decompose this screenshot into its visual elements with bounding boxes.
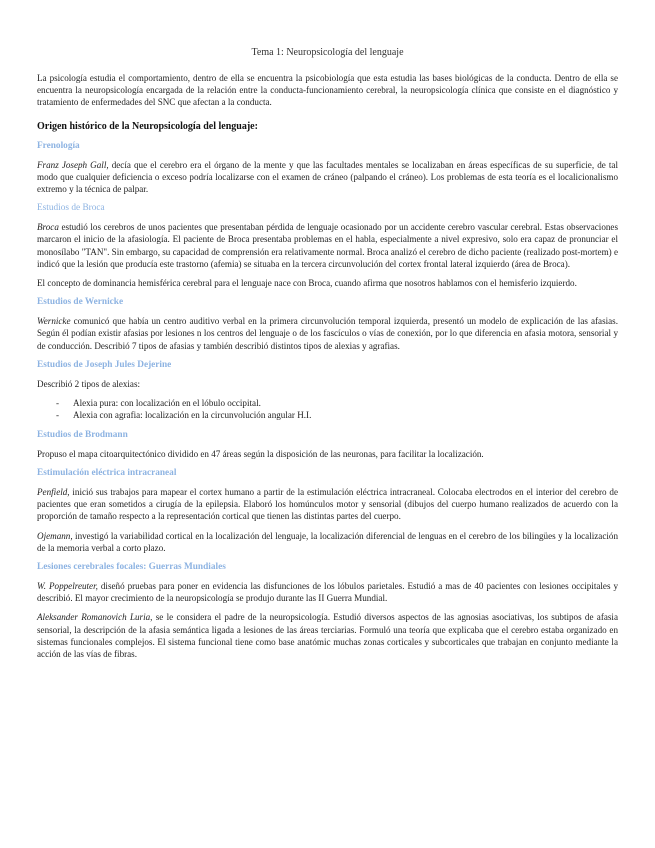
page-title: Tema 1: Neuropsicología del lenguaje: [251, 47, 404, 58]
luria-paragraph: [37, 611, 618, 660]
wernicke-paragraph: [37, 315, 618, 352]
alexia-list: [37, 397, 618, 422]
section-heading-lesiones: Lesiones cerebrales focales: Guerras Mundiales: [37, 562, 226, 573]
section-heading-estimulacion: Estimulación eléctrica intracraneal: [37, 468, 177, 479]
list-item: - Alexia pura: con localización en el lóbulo occipital.: [56, 398, 261, 409]
main-heading: Origen histórico de la Neuropsicología del lenguaje:: [37, 120, 258, 132]
author-name: Franz Joseph Gall,: [37, 159, 109, 170]
section-heading-wernicke: Estudios de Wernicke: [37, 297, 124, 308]
paragraph-text: decía que el cerebro era el órgano de la mente y que las facultades mentales se localizaban en áreas específicas de su superficie, de tal modo que cualquier deficiencia o exceso podría localizarse con el examen de cráneo (palpando el cráneo). Los problemas de esta teoría es el localicionalismo extremo y la técnica de palpar.: [37, 159, 618, 195]
author-name: W. Poppelreuter,: [37, 581, 98, 592]
broca-paragraph: [37, 221, 618, 270]
penfield-paragraph: [37, 486, 618, 523]
paragraph-text: investigó la variabilidad cortical en la localización del lenguaje, la localización diferencial de lenguas en el cerebro de los bilingües y la localización de la memoria verbal a corto plazo.: [37, 530, 618, 553]
section-heading-brodmann: Estudios de Brodmann: [37, 429, 128, 440]
author-name: Aleksander Romanovich Luria,: [37, 612, 153, 623]
paragraph-text: comunicó que había un centro auditivo verbal en la primera circunvolución temporal izquierda, presentó un modelo de explicación de las afasias. Según él podían existir afasias por lesiones n los centros del lenguaje o de los fascículos o vías de conexión, por lo que diferencia en afasia motora, sensorial y de conducción. Describió 7 tipos de afasias y también describió distintos tipos de alexias y agrafias.: [37, 316, 618, 351]
brodmann-paragraph: Propuso el mapa citoarquitectónico dividido en 47 áreas según la disposición de las neuronas, para facilitar la localización.: [37, 448, 484, 459]
ojemann-paragraph: [37, 530, 618, 554]
poppelreuter-paragraph: [37, 580, 618, 604]
list-item: - Alexia con agrafia: localización en la circunvolución angular H.I.: [56, 410, 312, 421]
paragraph-text: inició sus trabajos para mapear el cortex humano a partir de la estimulación eléctrica intracraneal. Colocaba electrodos en el interior del cerebro de pacientes que eran sometidos a cirugía de la epilepsia. Elaboró los homúnculos motor y sensorial (dibujos del cuerpo humano realizados de acuerdo con la proporción de tamaño respecto a la representación cortical que tienen las distintas partes del cuerpo.: [37, 487, 618, 522]
paragraph-text: diseñó pruebas para poner en evidencia las disfunciones de los lóbulos parietales. Estudió a mas de 40 pacientes con lesiones occipitales y describió. El mayor crecimiento de la neuropsicología se produjo durante las II Guerra Mundial.: [37, 581, 619, 604]
frenologia-paragraph: [37, 159, 618, 196]
author-name: Ojemann,: [37, 530, 73, 541]
section-heading-broca: Estudios de Broca: [37, 203, 105, 214]
broca-paragraph-2: El concepto de dominancia hemisférica cerebral para el lenguaje nace con Broca, cuando afirma que nosotros hablamos con el hemisferio izquierdo.: [37, 278, 577, 289]
author-name: Wernicke: [37, 316, 71, 327]
author-name: Penfield,: [37, 487, 70, 498]
intro-paragraph: La psicología estudia el comportamiento, dentro de ella se encuentra la psicobiología que esta estudia las bases biológicas de la conducta. Dentro de ella se encuentra la neuropsicología encargada de la relación entre la conducta-funcionamiento cerebral, la neuropsicología clínica que consiste en el diagnóstico y tratamiento de enfermedades del SNC que afectan a la conducta.: [37, 73, 618, 108]
paragraph-text: estudió los cerebros de unos pacientes que presentaban pérdida de lenguaje ocasionado por un accidente cerebro vascular cerebral. Estas observaciones marcaron el inicio de la afasiología. El paciente de Broca presentaba problemas en el habla, especialmente a nivel expresivo, solo era capaz de pronunciar el monosílabo "TAN". Sin embargo, su capacidad de comprensión era relativamente normal. Broca analizó el cerebro de dicho paciente (realizado post-mortem) e indicó que la lesión que producía este trastorno (afemia) se situaba en la tercera circunvolución del cortex frontal lateral izquierdo (área de Broca).: [37, 222, 618, 269]
paragraph-text: se le considera el padre de la neuropsicología. Estudió diversos aspectos de las agnosias asociativas, los subtipos de afasia sensorial, la descripción de la afasia semántica ligada a lesiones de las áreas terciarias. Formuló una teoría que explicaba que el cerebro estaba organizado en sistemas funcionales complejos. El sistema funcional tiene como base anatómic muchas zonas corticales y subcorticales que trabajan en conjunto mediante la acción de las vías de fibras.: [37, 612, 618, 660]
section-heading-dejerine: Estudios de Joseph Jules Dejerine: [37, 359, 172, 370]
dejerine-intro: Describió 2 tipos de alexias:: [37, 378, 141, 389]
section-heading-frenologia: Frenología: [37, 140, 80, 151]
author-name: Broca: [37, 222, 59, 233]
